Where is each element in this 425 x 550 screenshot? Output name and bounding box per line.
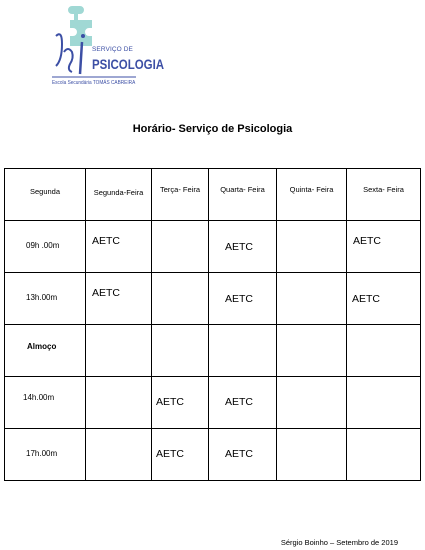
table-cell — [277, 273, 347, 325]
table-cell: AETC — [347, 273, 421, 325]
header-cell: Segunda-Feira — [86, 169, 152, 221]
footer-author-date: Sérgio Boinho – Setembro de 2019 — [280, 538, 398, 547]
logo-line-servico: SERVIÇO DE — [92, 46, 133, 53]
school-logo — [50, 2, 165, 90]
table-row — [5, 273, 421, 325]
schedule-table — [4, 168, 421, 481]
table-row — [5, 221, 421, 273]
table-cell — [277, 221, 347, 273]
table-cell — [152, 221, 209, 273]
header-cell: Segunda — [5, 169, 86, 221]
table-cell — [347, 325, 421, 377]
table-cell: AETC — [209, 377, 277, 429]
table-cell — [86, 377, 152, 429]
table-cell — [209, 325, 277, 377]
table-cell — [277, 429, 347, 481]
table-cell — [152, 273, 209, 325]
header-cell: Quinta- Feira — [277, 169, 347, 221]
time-cell: 14h.00m — [5, 377, 86, 429]
table-cell: AETC — [347, 221, 421, 273]
table-header-row — [5, 169, 421, 221]
header-cell: Terça- Feira — [152, 169, 209, 221]
table-cell: AETC — [152, 377, 209, 429]
table-cell: AETC — [86, 273, 152, 325]
table-cell — [277, 325, 347, 377]
table-cell: AETC — [209, 273, 277, 325]
time-cell: Almoço — [5, 325, 86, 377]
table-cell: AETC — [152, 429, 209, 481]
logo-line-escola: Escola Secundária TOMÁS CABREIRA — [52, 80, 136, 86]
header-cell: Quarta- Feira — [209, 169, 277, 221]
logo-line-psicologia: PSICOLOGIA — [92, 56, 165, 72]
table-cell — [347, 429, 421, 481]
table-cell — [86, 325, 152, 377]
time-cell: 17h.00m — [5, 429, 86, 481]
table-cell — [152, 325, 209, 377]
table-cell — [277, 377, 347, 429]
time-cell: 09h .00m — [5, 221, 86, 273]
time-cell: 13h.00m — [5, 273, 86, 325]
table-cell: AETC — [209, 429, 277, 481]
header-cell: Sexta- Feira — [347, 169, 421, 221]
page-title: Horário- Serviço de Psicologia — [132, 123, 293, 135]
table-cell: AETC — [86, 221, 152, 273]
table-cell — [86, 429, 152, 481]
table-row — [5, 429, 421, 481]
table-row — [5, 325, 421, 377]
table-row — [5, 377, 421, 429]
table-cell: AETC — [209, 221, 277, 273]
table-cell — [347, 377, 421, 429]
